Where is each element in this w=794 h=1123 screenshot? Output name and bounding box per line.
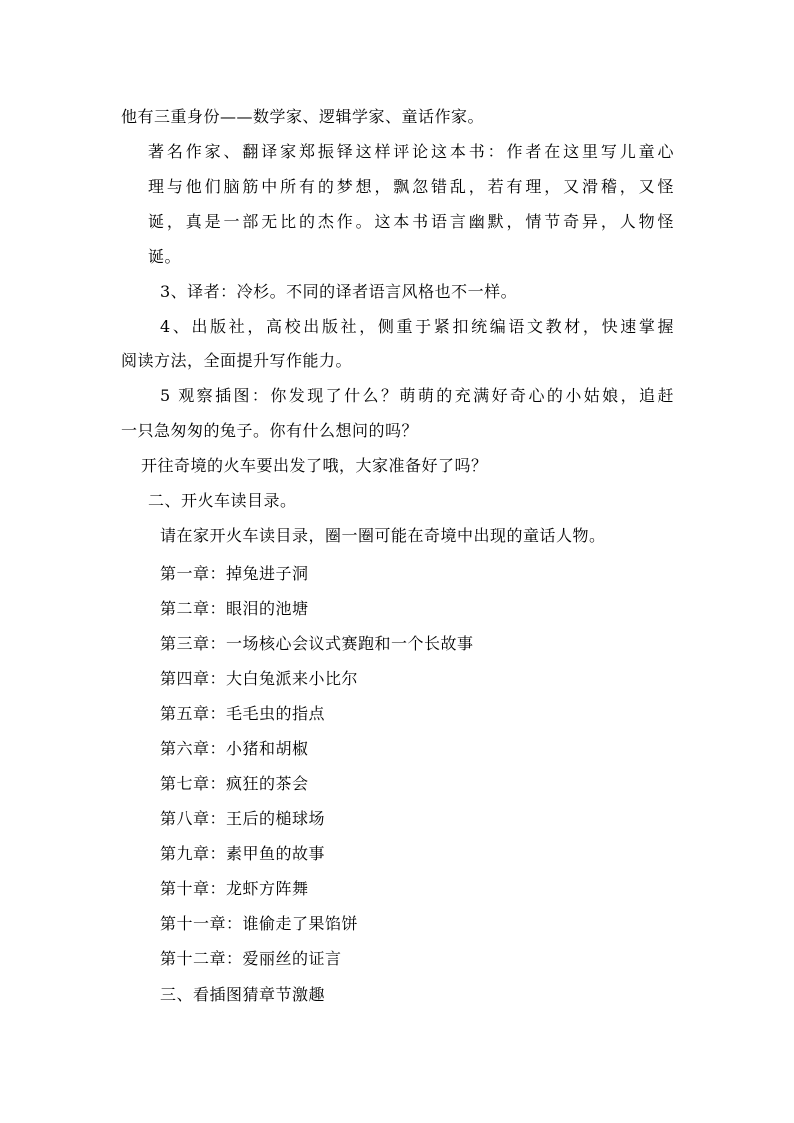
chapter-10: 第十章：龙虾方阵舞 [160,879,309,898]
section-heading-3: 三、看插图猜章节激趣 [160,985,326,1004]
text-line-review-2: 理与他们脑筋中所有的梦想，飘忽错乱，若有理，又滑稽，又怪 [148,177,674,196]
text-line-review-3: 诞，真是一部无比的杰作。这本书语言幽默，情节奇异，人物怪 [148,212,674,231]
chapter-4: 第四章：大白兔派来小比尔 [160,669,359,688]
text-line-illustration-1: 5 观察插图：你发现了什么？萌萌的充满好奇心的小姑娘，追赶 [160,386,674,405]
chapter-12: 第十二章：爱丽丝的证言 [160,949,342,968]
chapter-5: 第五章：毛毛虫的指点 [160,704,326,723]
chapter-9: 第九章：素甲鱼的故事 [160,844,326,863]
chapter-2: 第二章：眼泪的池塘 [160,599,309,618]
text-line-publisher-2: 阅读方法，全面提升写作能力。 [121,351,353,370]
text-line-train: 开往奇境的火车要出发了哦，大家准备好了吗？ [141,456,488,475]
text-line-instruction: 请在家开火车读目录，圈一圈可能在奇境中出现的童话人物。 [160,526,606,545]
text-line-publisher-1: 4、出版社，高校出版社，侧重于紧扣统编语文教材，快速掌握 [160,317,674,336]
text-line-review-4: 诞。 [148,247,182,266]
text-line-translator: 3、译者：冷杉。不同的译者语言风格也不一样。 [160,282,518,301]
chapter-11: 第十一章：谁偷走了果馅饼 [160,914,359,933]
chapter-7: 第七章：疯狂的茶会 [160,774,309,793]
chapter-8: 第八章：王后的槌球场 [160,809,326,828]
text-line-review-1: 著名作家、翻译家郑振铎这样评论这本书：作者在这里写儿童心 [148,142,674,161]
section-heading-2: 二、开火车读目录。 [148,491,297,510]
text-line-illustration-2: 一只急匆匆的兔子。你有什么想问的吗？ [121,421,419,440]
chapter-1: 第一章：掉兔进子洞 [160,564,309,583]
text-line-identity: 他有三重身份——数学家、逻辑学家、童话作家。 [121,107,485,126]
chapter-3: 第三章：一场核心会议式赛跑和一个长故事 [160,634,474,653]
chapter-6: 第六章：小猪和胡椒 [160,739,309,758]
